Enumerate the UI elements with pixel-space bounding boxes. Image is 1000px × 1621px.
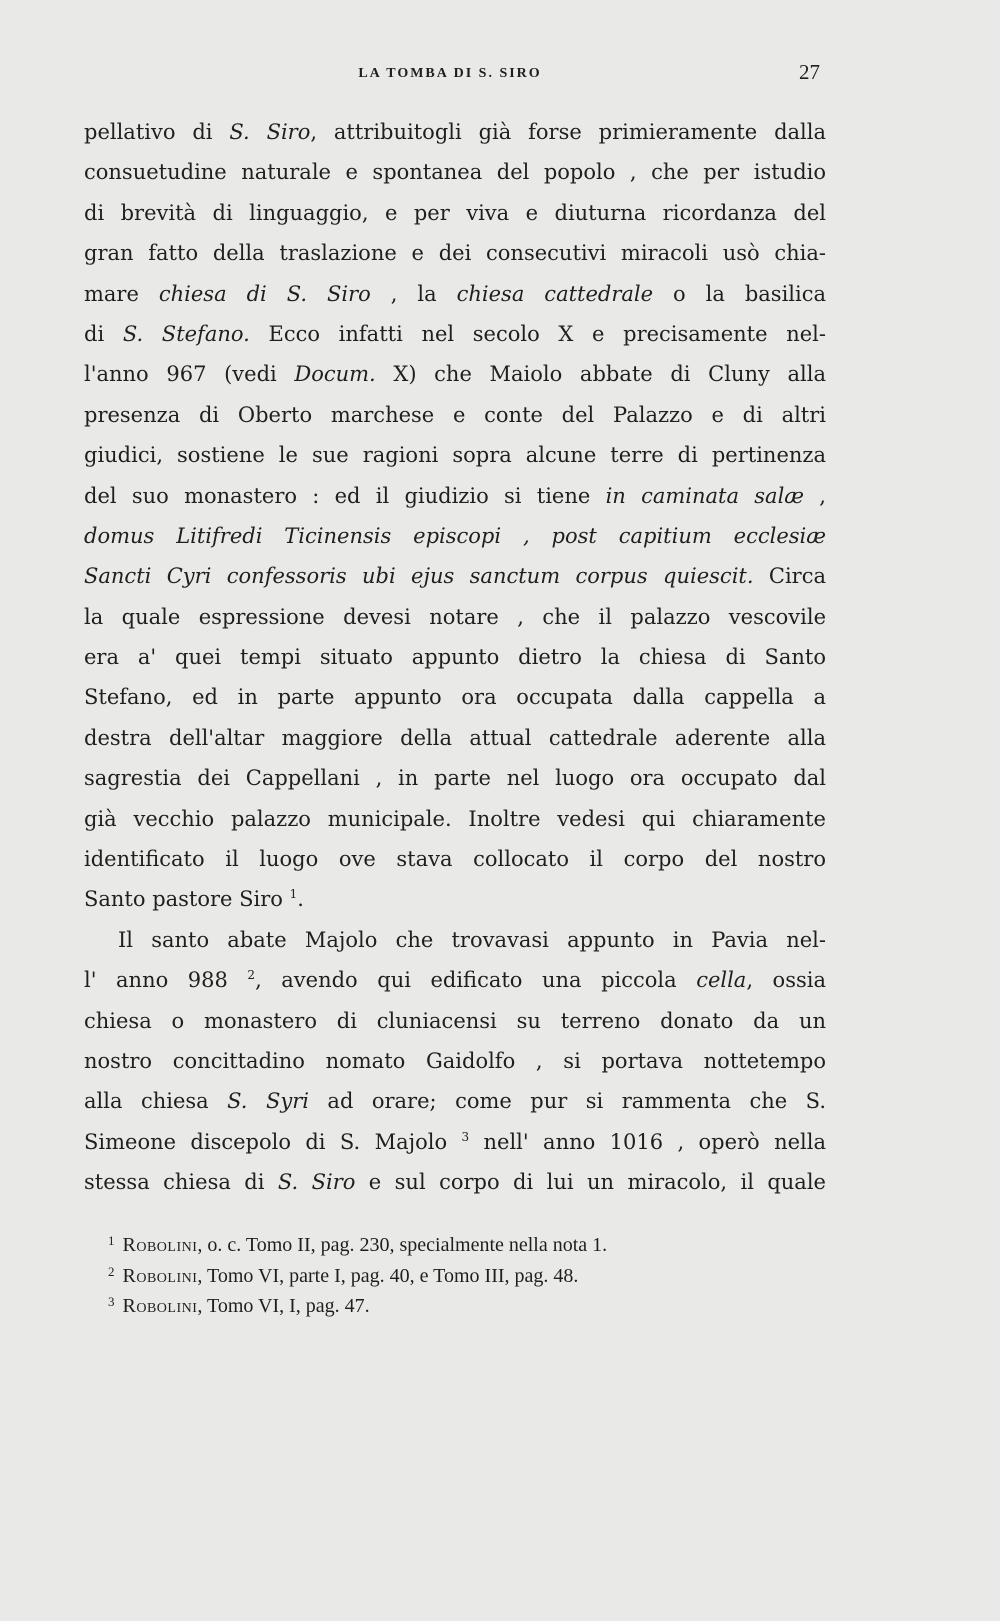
text-span: del suo monastero : ed il giudizio si tiene (84, 483, 606, 508)
italic-text: S. Syri (227, 1089, 309, 1114)
text-line (84, 960, 826, 1000)
text-span: la quale espressione devesi notare , che il palazzo vescovile (84, 604, 826, 629)
footnote-text: , Tomo VI, I, pag. 47. (197, 1295, 370, 1317)
text-line (84, 677, 826, 717)
text-span: di (84, 321, 123, 346)
text-span: nell' anno 1016 , operò nella (469, 1129, 826, 1154)
text-span: mare (84, 281, 159, 306)
text-span: Ecco infatti nel secolo X e precisamente nel- (249, 321, 826, 346)
text-span: ad orare; come pur si rammenta che S. (308, 1089, 826, 1114)
text-line (84, 1001, 826, 1041)
footnote-text: , Tomo VI, parte I, pag. 40, e Tomo III, pag. 48. (197, 1264, 579, 1287)
text-span: , attribuitogli già forse primieramente dalla (310, 120, 826, 144)
text-line (84, 799, 826, 839)
text-line (84, 516, 826, 556)
text-line (84, 314, 826, 354)
text-span: , la (370, 281, 457, 306)
text-line (84, 193, 826, 233)
text-line (84, 233, 826, 273)
footnote-mark: 1 (108, 1233, 115, 1248)
italic-text: chiesa cattedrale (456, 281, 654, 306)
footnote-author: Robolini (122, 1264, 198, 1287)
text-line (84, 112, 826, 152)
footnote-text: , o. c. Tomo II, pag. 230, specialmente nella nota 1. (197, 1234, 608, 1256)
italic-text: S. Stefano. (122, 321, 250, 346)
text-line (84, 152, 826, 192)
text-span: Simeone discepolo di S. Majolo (84, 1129, 462, 1154)
text-span: o la basilica (653, 281, 827, 306)
text-line (84, 354, 826, 394)
italic-text: chiesa di S. Siro (158, 281, 371, 306)
text-line (84, 1122, 826, 1162)
italic-text: Sancti Cyri confessoris ubi ejus sanctum corpus quiescit. (84, 564, 754, 589)
text-span: , ossia (746, 968, 826, 993)
text-line (84, 758, 826, 798)
text-span: nostro concittadino nomato Gaidolfo , si portava nottetempo (84, 1048, 826, 1073)
text-line (84, 476, 826, 516)
text-span: Stefano, ed in parte appunto ora occupata dalla cappella a (84, 685, 826, 710)
italic-text: cella (696, 968, 747, 993)
text-span: gran fatto della traslazione e dei consecutivi miracoli usò chia- (84, 241, 826, 266)
text-line (84, 839, 826, 879)
text-span: Il santo abate Majolo che trovavasi appunto in Pavia nel- (118, 927, 826, 952)
text-span: sagrestia dei Cappellani , in parte nel luogo ora occupato dal (84, 766, 826, 791)
text-line (84, 718, 826, 758)
text-span: Circa (753, 564, 827, 589)
text-span: stessa chiesa di (84, 1170, 278, 1195)
text-span: pellativo di (84, 120, 230, 144)
text-line (84, 637, 826, 677)
text-line (84, 597, 826, 637)
text-span: giudici, sostiene le sue ragioni sopra alcune terre di pertinenza (84, 443, 826, 468)
text-span: . (297, 887, 304, 912)
italic-text: in caminata salæ (605, 483, 805, 508)
text-line (84, 274, 826, 314)
footnote-ref: 1 (289, 887, 298, 902)
text-span: presenza di Oberto marchese e conte del Palazzo e di altri (84, 402, 826, 427)
text-span: alla chiesa (84, 1089, 228, 1114)
text-span: consuetudine naturale e spontanea del popolo , che per istudio (84, 160, 826, 185)
footnote-ref: 3 (461, 1129, 470, 1144)
footnote (108, 1287, 808, 1318)
text-span: chiesa o monastero di cluniacensi su terreno donato da un (84, 1008, 826, 1033)
text-span: destra dell'altar maggiore della attual cattedrale aderente alla (84, 725, 826, 750)
text-span: identificato il luogo ove stava collocato il corpo del nostro (84, 847, 826, 872)
footnote-author: Robolini (122, 1234, 198, 1256)
text-span: era a' quei tempi situato appunto dietro la chiesa di Santo (84, 645, 826, 670)
page-number: 27 (799, 60, 820, 84)
text-span: e sul corpo di lui un miracolo, il quale (355, 1170, 826, 1195)
text-span: di brevità di linguaggio, e per viva e diuturna ricordanza del (84, 200, 826, 225)
text-line (84, 920, 826, 960)
footnote (108, 1257, 808, 1288)
text-line (84, 435, 826, 475)
italic-text: domus Litifredi Ticinensis episcopi , post capitium ecclesiæ (84, 523, 826, 548)
text-span: X) che Maiolo abbate di Cluny alla (375, 362, 826, 387)
text-span: , avendo qui edificato una piccola (255, 968, 697, 993)
text-line (84, 395, 826, 435)
footnote (108, 1226, 808, 1257)
italic-text: Docum. (294, 362, 376, 387)
text-line (84, 1081, 826, 1121)
running-title: LA TOMBA DI S. SIRO (358, 66, 542, 81)
footnotes (108, 1226, 808, 1318)
text-span: , (804, 483, 826, 508)
italic-text: S. Siro (277, 1170, 356, 1195)
footnote-ref: 2 (247, 968, 256, 983)
text-span: già vecchio palazzo municipale. Inoltre vedesi qui chiaramente (84, 806, 826, 831)
text-line (84, 879, 826, 919)
text-line (84, 1041, 826, 1081)
body-text (84, 112, 826, 1203)
footnote-author: Robolini (122, 1295, 198, 1317)
text-span: l' anno 988 (84, 968, 248, 993)
text-span: l'anno 967 (vedi (84, 362, 295, 387)
text-line (84, 556, 826, 596)
text-span: Santo pastore Siro (84, 887, 290, 912)
text-line (84, 1162, 826, 1202)
italic-text: S. Siro (229, 120, 311, 144)
footnote-mark: 3 (108, 1294, 115, 1309)
footnote-mark: 2 (108, 1263, 115, 1279)
